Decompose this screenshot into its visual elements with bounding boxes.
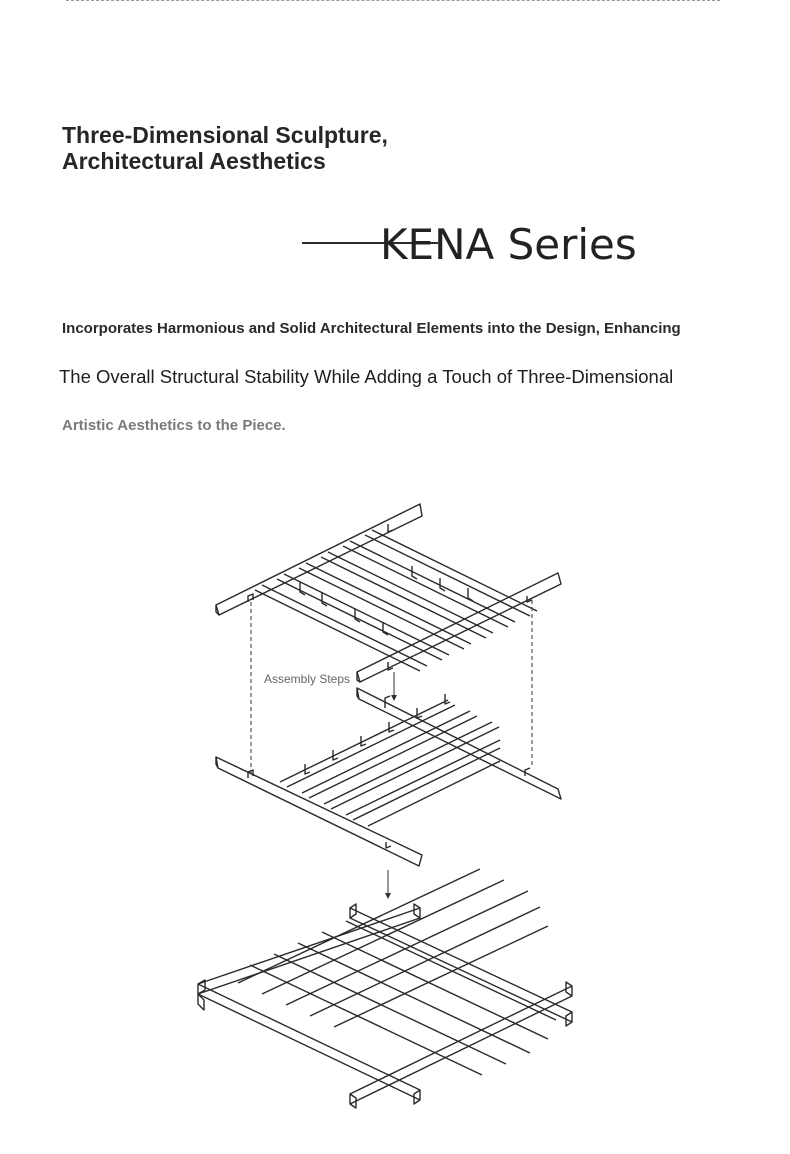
- assembled-grid-structure: [198, 869, 572, 1108]
- assembly-steps-label: Assembly Steps: [264, 672, 351, 686]
- series-name: KENA Series: [380, 220, 637, 269]
- assembly-guides: [251, 600, 532, 896]
- description-line-1: Incorporates Harmonious and Solid Architectural Elements into the Design, Enhancing: [62, 320, 681, 337]
- middle-layer-structure: [216, 688, 561, 866]
- page-title: [62, 122, 388, 174]
- title-line-2: Architectural Aesthetics: [62, 148, 326, 174]
- top-layer-long-beam-left: [216, 504, 422, 615]
- assembled-grid-inner-lines: [238, 869, 556, 1075]
- middle-layer-notches: [248, 694, 530, 848]
- top-layer-structure: [216, 504, 561, 682]
- middle-layer-long-beam-back: [357, 688, 561, 799]
- description-line-3: Artistic Aesthetics to the Piece.: [62, 417, 286, 434]
- assembly-diagram: [0, 460, 790, 1154]
- middle-layer-long-beam-front: [216, 757, 422, 866]
- top-dashed-divider: [66, 0, 720, 1]
- middle-layer-cross-beams: [280, 700, 500, 826]
- top-layer-cross-beams: [255, 530, 537, 671]
- description-line-2: The Overall Structural Stability While Adding a Touch of Three-Dimensional: [59, 366, 674, 387]
- title-line-1: Three-Dimensional Sculpture,: [62, 122, 388, 148]
